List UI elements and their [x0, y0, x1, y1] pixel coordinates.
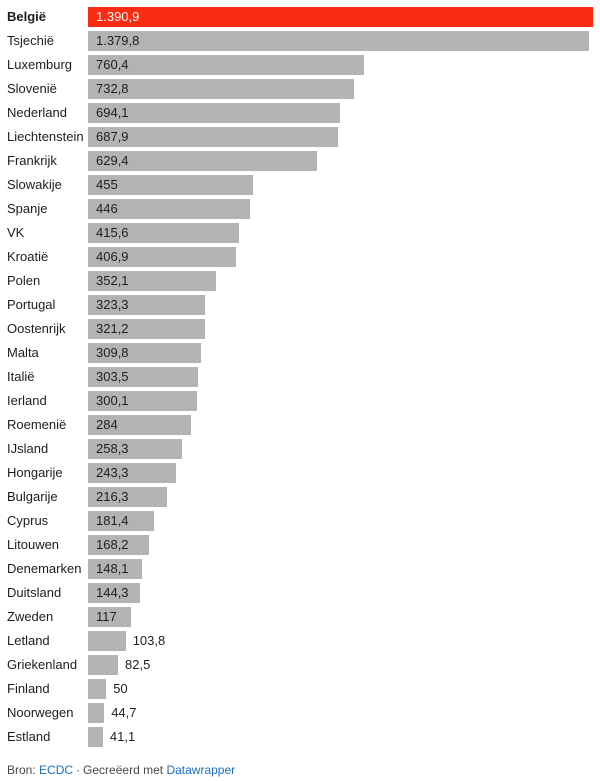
bar-track [88, 31, 593, 51]
bar [88, 631, 126, 651]
bar-row [0, 487, 600, 507]
value-label: 168,2 [96, 537, 129, 552]
category-label: Italië [7, 369, 35, 384]
value-label: 82,5 [125, 657, 151, 672]
value-label: 44,7 [111, 705, 137, 720]
value-label: 243,3 [96, 465, 129, 480]
category-label: VK [7, 225, 25, 240]
bar-track [88, 391, 593, 411]
value-label: 415,6 [96, 225, 129, 240]
value-label: 1.379,8 [96, 33, 140, 48]
category-label: Polen [7, 273, 41, 288]
bar-track [88, 55, 593, 75]
bar-row [0, 679, 600, 699]
bar-track [88, 487, 593, 507]
value-label: 629,4 [96, 153, 129, 168]
value-label: 181,4 [96, 513, 129, 528]
bar-row [0, 199, 600, 219]
bar-track [88, 583, 593, 603]
bar-row [0, 583, 600, 603]
bar-track [88, 223, 593, 243]
bar-row [0, 127, 600, 147]
bar-track [88, 727, 593, 747]
category-label: Slovenië [7, 81, 57, 96]
category-label: Nederland [7, 105, 67, 120]
value-label: 303,5 [96, 369, 129, 384]
category-label: Litouwen [7, 537, 60, 552]
datawrapper-link[interactable]: Datawrapper [166, 763, 236, 777]
category-label: Malta [7, 345, 39, 360]
bar-track [88, 343, 593, 363]
value-label: 446 [96, 201, 118, 216]
bar-row [0, 223, 600, 243]
bar-track [88, 367, 593, 387]
category-label: Portugal [7, 297, 56, 312]
bar-track [88, 559, 593, 579]
bar-track [88, 79, 593, 99]
bar-track [88, 415, 593, 435]
bar-track [88, 439, 593, 459]
value-label: 148,1 [96, 561, 129, 576]
bar [88, 679, 106, 699]
value-label: 117 [96, 609, 117, 624]
bar [88, 727, 103, 747]
value-label: 323,3 [96, 297, 129, 312]
bar-row [0, 31, 600, 51]
value-label: 455 [96, 177, 118, 192]
category-label: Finland [7, 681, 50, 696]
category-label: Oostenrijk [7, 321, 66, 336]
bar-row [0, 607, 600, 627]
bar-track [88, 151, 593, 171]
category-label: Griekenland [7, 657, 78, 672]
bar-track [88, 631, 593, 651]
value-label: 1.390,9 [96, 9, 140, 24]
value-label: 284 [96, 417, 118, 432]
bar-row [0, 391, 600, 411]
bar-row [0, 367, 600, 387]
category-label: Estland [7, 729, 51, 744]
bar-row [0, 175, 600, 195]
bar-track [88, 703, 593, 723]
category-label: Duitsland [7, 585, 62, 600]
category-label: Frankrijk [7, 153, 57, 168]
category-label: Roemenië [7, 417, 67, 432]
bar-track [88, 271, 593, 291]
bar-row [0, 439, 600, 459]
value-label: 144,3 [96, 585, 129, 600]
bar-track [88, 511, 593, 531]
value-label: 216,3 [96, 489, 129, 504]
category-label: Ierland [7, 393, 47, 408]
category-label: Spanje [7, 201, 48, 216]
bar-track [88, 7, 593, 27]
bar-row [0, 247, 600, 267]
value-label: 694,1 [96, 105, 129, 120]
value-label: 687,9 [96, 129, 129, 144]
bar-row [0, 631, 600, 651]
bar-row [0, 271, 600, 291]
bar [88, 703, 104, 723]
created-with-label: Gecreëerd met [83, 763, 164, 777]
bar-row [0, 559, 600, 579]
bar-row [0, 295, 600, 315]
value-label: 103,8 [132, 633, 166, 648]
bar [88, 655, 118, 675]
source-label: Bron: [7, 763, 36, 777]
bar-row [0, 151, 600, 171]
category-label: Liechtenstein [7, 129, 84, 144]
bar-row [0, 319, 600, 339]
value-label: 50 [113, 681, 128, 696]
bar-track [88, 199, 593, 219]
category-label: Tsjechië [7, 33, 54, 48]
bar-row [0, 463, 600, 483]
bar-track [88, 535, 593, 555]
value-label: 321,2 [96, 321, 129, 336]
bar-track [88, 679, 593, 699]
category-label: Kroatië [7, 249, 49, 264]
bar [88, 7, 593, 27]
bar-track [88, 319, 593, 339]
value-label: 406,9 [96, 249, 129, 264]
bar-track [88, 655, 593, 675]
category-label: Slowakije [7, 177, 62, 192]
bar-track [88, 607, 593, 627]
category-label: Zweden [7, 609, 54, 624]
bar-track [88, 295, 593, 315]
bar-track [88, 175, 593, 195]
value-label: 732,8 [96, 81, 129, 96]
category-label: Noorwegen [7, 705, 74, 720]
bar-row [0, 727, 600, 747]
value-label: 300,1 [96, 393, 129, 408]
bar-row [0, 343, 600, 363]
category-label: IJsland [7, 441, 49, 456]
value-label: 760,4 [96, 57, 129, 72]
value-label: 258,3 [96, 441, 129, 456]
bar-track [88, 247, 593, 267]
bar-row [0, 703, 600, 723]
bar-track [88, 103, 593, 123]
bar-row [0, 511, 600, 531]
bar-row [0, 103, 600, 123]
category-label: Denemarken [7, 561, 82, 576]
value-label: 41,1 [109, 729, 136, 744]
bar-row [0, 55, 600, 75]
bar-track [88, 127, 593, 147]
category-label: Bulgarije [7, 489, 58, 504]
bar [88, 31, 589, 51]
value-label: 352,1 [96, 273, 129, 288]
footer-separator: · [76, 763, 81, 777]
value-label: 309,8 [96, 345, 129, 360]
bar-track [88, 463, 593, 483]
chart-footer [7, 763, 235, 778]
category-label: Cyprus [7, 513, 49, 528]
bar-row [0, 7, 600, 27]
bar-row [0, 415, 600, 435]
bar-row [0, 655, 600, 675]
bar-row [0, 79, 600, 99]
bar-chart [0, 7, 600, 751]
category-label: Letland [7, 633, 50, 648]
category-label: Hongarije [7, 465, 63, 480]
category-label: Luxemburg [7, 57, 73, 72]
source-link[interactable]: ECDC [39, 763, 74, 777]
bar [88, 55, 364, 75]
bar-row [0, 535, 600, 555]
category-label: België [7, 9, 47, 24]
